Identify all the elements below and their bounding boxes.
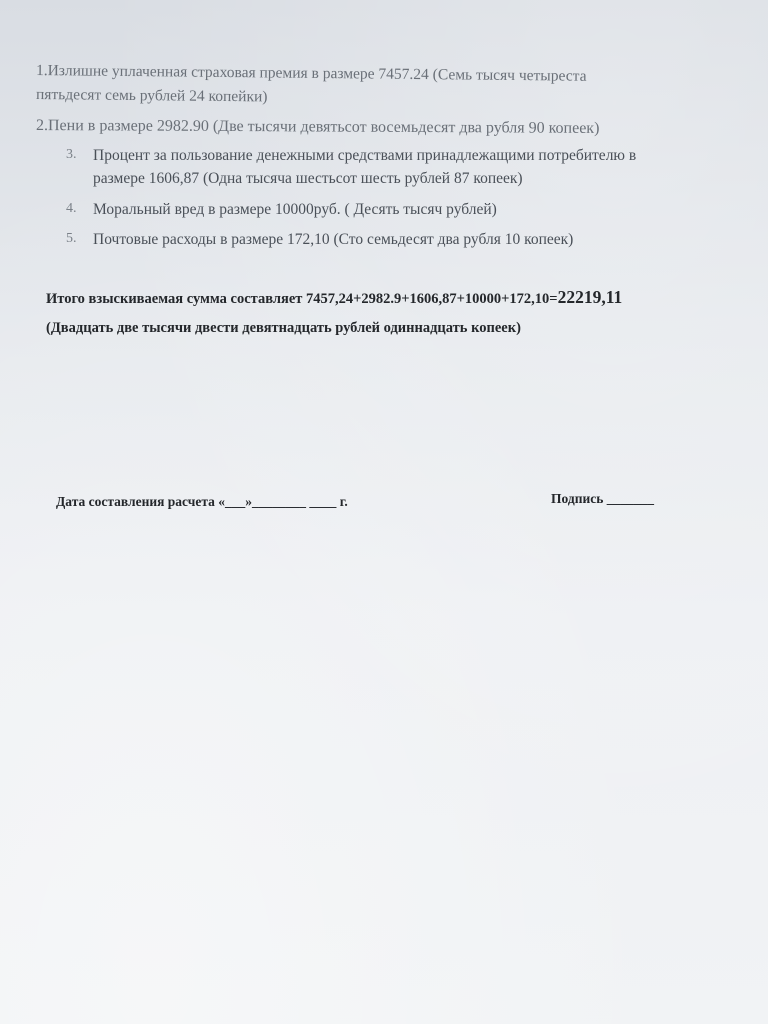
calculation-date-line: Дата составления расчета «___»________ ____ г. (56, 494, 348, 509)
total-sum-label: Итого взыскиваемая сумма составляет 7457,24+2982.9+1606,87+10000+172,10= (46, 291, 558, 307)
item-4: Моральный вред в размере 10000руб. ( Десять тысяч рублей) (93, 201, 497, 218)
total-sum-line (46, 287, 622, 308)
item-3-line-1: Процент за пользование денежными средствами принадлежащими потребителю в (93, 147, 637, 164)
item-3-number: 3. (66, 147, 77, 162)
item-2: 2.Пени в размере 2982.90 (Две тысячи девятьсот восемьдесят два рубля 90 копеек) (35, 117, 600, 137)
item-4-number: 4. (66, 201, 77, 216)
signature-line: Подпись _______ (551, 491, 655, 506)
total-sum-in-words: (Двадцать две тысячи двести девятнадцать рублей одиннадцать копеек) (46, 320, 521, 336)
item-1-line-2: пятьдесят семь рублей 24 копейки) (35, 86, 268, 106)
item-5-number: 5. (66, 231, 77, 246)
item-3-line-2: размере 1606,87 (Одна тысяча шестьсот шесть рублей 87 копеек) (93, 170, 523, 187)
item-1-line-1: 1.Излишне уплаченная страховая премия в размере 7457.24 (Семь тысяч четыреста (35, 62, 587, 85)
item-5: Почтовые расходы в размере 172,10 (Сто семьдесят два рубля 10 копеек) (93, 231, 574, 248)
total-sum-amount: 22219,11 (557, 287, 623, 307)
